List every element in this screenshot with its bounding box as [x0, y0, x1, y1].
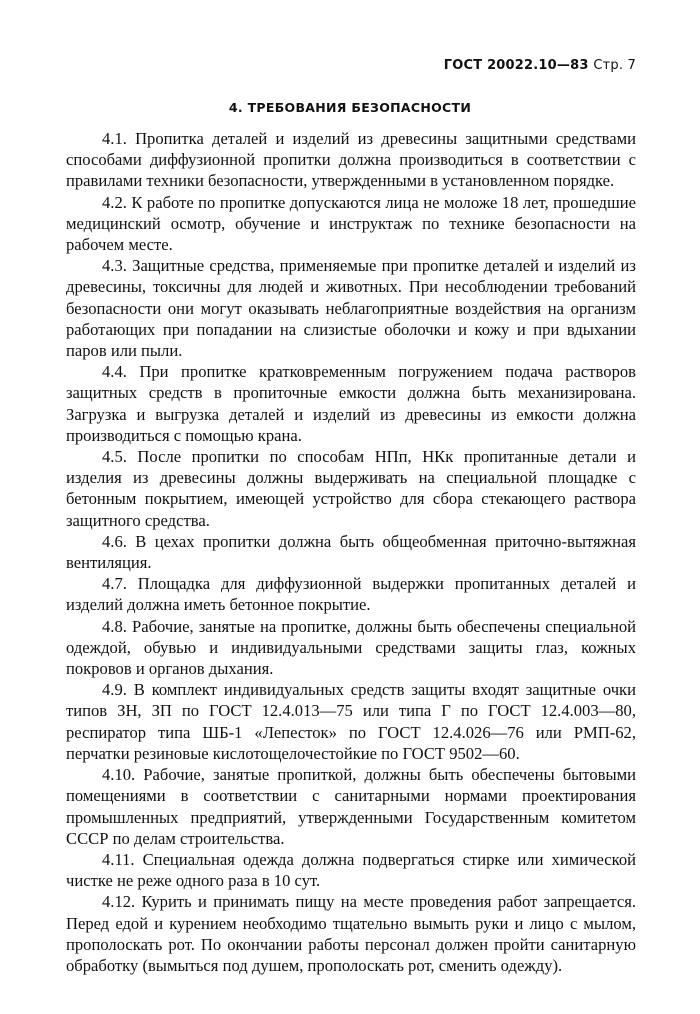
paragraph-4-10: 4.10. Рабочие, занятые пропиткой, должны быть обеспечены бытовыми помещениями в соответствии с санитарными нормами проектирования промышленных предприятий, утвержденными Государственным комитетом СССР по делам строительства. — [66, 765, 636, 848]
paragraph-4-12: 4.12. Курить и принимать пищу на месте проведения работ запрещается. Перед едой и курением необходимо тщательно вымыть руки и лицо с мылом, прополоскать рот. По окончании работы персонал должен пройти санитарную обработку (вымыться под душем, прополоскать рот, сменить одежду). — [66, 892, 636, 975]
running-header — [444, 58, 636, 73]
paragraph-4-7: 4.7. Площадка для диффузионной выдержки пропитанных деталей и изделий должна иметь бетонное покрытие. — [66, 574, 636, 615]
paragraph-4-4: 4.4. При пропитке кратковременным погружением подача растворов защитных средств в пропиточные емкости должна быть механизирована. Загрузка и выгрузка деталей и изделий из древесины из емкости должна производиться с помощью крана. — [66, 362, 636, 445]
page-number-label: Стр. 7 — [593, 58, 636, 73]
paragraph-4-3: 4.3. Защитные средства, применяемые при пропитке деталей и изделий из древесины, токсичны для людей и животных. При несоблюдении требований безопасности они могут оказывать неблагоприятные воздействия на организм работающих при попадании на слизистые оболочки и кожу и при вдыхании паров или пыли. — [66, 256, 636, 361]
paragraph-4-8: 4.8. Рабочие, занятые на пропитке, должны быть обеспечены специальной одеждой, обувью и индивидуальными средствами защиты глаз, кожных покровов и органов дыхания. — [66, 616, 636, 679]
paragraph-4-11: 4.11. Специальная одежда должна подвергаться стирке или химической чистке не реже одного раза в 10 сут. — [66, 849, 636, 891]
document-number: ГОСТ 20022.10—83 — [443, 58, 589, 73]
paragraph-4-2: 4.2. К работе по пропитке допускаются лица не моложе 18 лет, прошедшие медицинский осмотр, обучение и инструктаж по технике безопасности на рабочем месте. — [66, 192, 636, 255]
paragraph-4-9: 4.9. В комплект индивидуальных средств защиты входят защитные очки типов ЗН, ЗП по ГОСТ 12.4.013—75 или типа Г по ГОСТ 12.4.003—80, респиратор типа ШБ-1 «Лепесток» по ГОСТ 12.4.026—76 или РМП-62, перчатки резиновые кислотощелочестойкие по ГОСТ 9502—60. — [66, 680, 636, 763]
section-body — [66, 128, 636, 976]
paragraph-4-6: 4.6. В цехах пропитки должна быть общеобменная приточно-вытяжная вентиляция. — [66, 531, 636, 573]
paragraph-4-1: 4.1. Пропитка деталей и изделий из древесины защитными средствами способами диффузионной пропитки должна производиться в соответствии с правилами техники безопасности, утвержденными в установленном порядке. — [66, 129, 636, 191]
section-title: 4. ТРЕБОВАНИЯ БЕЗОПАСНОСТИ — [228, 100, 472, 115]
paragraph-4-5: 4.5. После пропитки по способам НПп, НКк пропитанные детали и изделия из древесины должны выдерживать на специальной площадке с бетонным покрытием, имеющей устройство для сбора стекающего раствора защитного средства. — [66, 447, 636, 530]
